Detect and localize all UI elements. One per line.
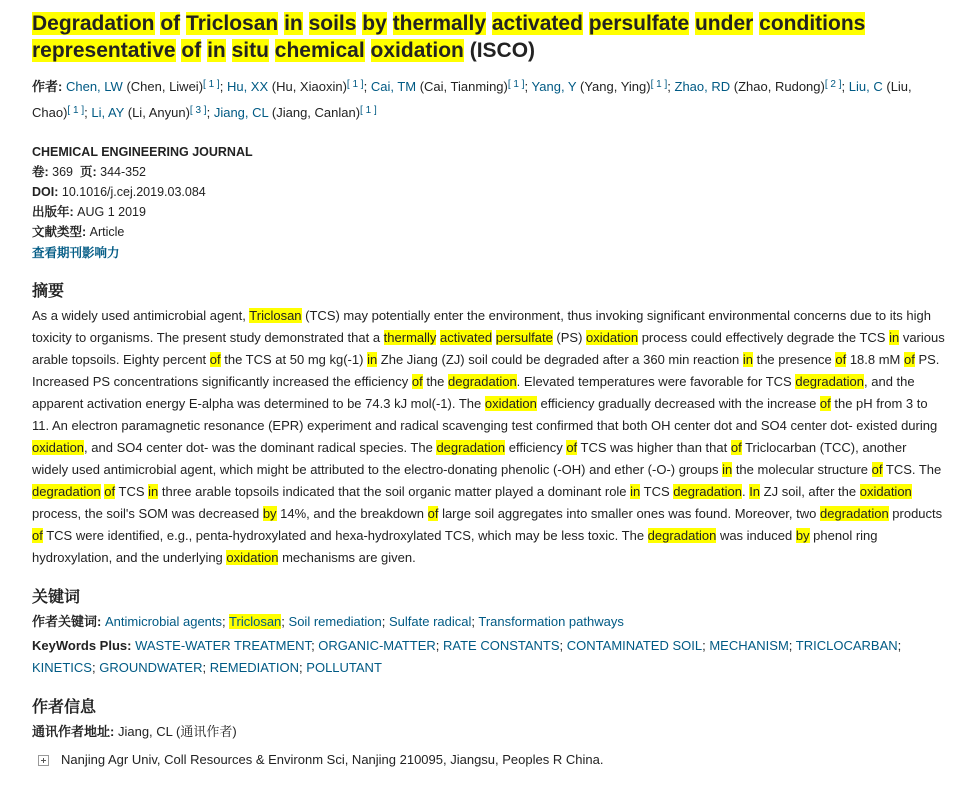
author-fullname: (Liu, Chao) xyxy=(32,79,912,120)
abstract-highlight: thermally xyxy=(383,330,437,345)
abstract-segment: process could effectively degrade the TCS xyxy=(638,330,890,345)
keyword-plus-link[interactable]: RATE CONSTANTS xyxy=(443,638,560,653)
author-fullname: (Cai, Tianming) xyxy=(419,79,508,94)
author-affil-ref[interactable]: [ 2 ] xyxy=(824,79,842,90)
title-word: soils xyxy=(308,12,357,35)
address-text: Nanjing Agr Univ, Coll Resources & Environm Sci, Nanjing 210095, Jiangsu, Peoples R China. xyxy=(61,752,604,767)
doi-value: 10.1016/j.cej.2019.03.084 xyxy=(61,185,206,199)
abstract-highlight: in xyxy=(367,352,378,367)
abstract-highlight: oxidation xyxy=(226,550,279,565)
author-link[interactable]: Jiang, CL xyxy=(213,105,269,120)
volume-value: 369 xyxy=(52,165,74,179)
abstract-highlight: degradation xyxy=(647,528,717,543)
abstract-segment: (TCS) may potentially enter the environment, thus invoking significant environmental concerns due to its high toxicity to organisms. The present study demonstrated that a xyxy=(32,308,931,345)
abstract-segment: . Elevated temperatures were favorable for TCS xyxy=(516,374,796,389)
abstract-highlight: degradation xyxy=(820,506,889,521)
abstract-segment: the TCS at 50 mg kg(-1) xyxy=(220,352,368,367)
abstract-highlight: of xyxy=(730,440,742,455)
keyword-link[interactable]: Antimicrobial agents xyxy=(104,614,223,629)
author-link[interactable]: Yang, Y xyxy=(531,79,577,94)
author-fullname: (Jiang, Canlan) xyxy=(271,105,361,120)
title-word: in xyxy=(207,39,226,62)
abstract-segment: the pH from 3 to 11. An electron paramagnetic resonance (EPR) experiment and radical scavenging test confirmed that both OH center dot and SO4 center dot- existed during xyxy=(32,396,938,433)
source-block xyxy=(32,142,946,263)
keyword-plus-link[interactable]: WASTE-WATER TREATMENT xyxy=(135,638,312,653)
authors-label: 作者: xyxy=(32,79,63,94)
abstract-highlight: of xyxy=(904,352,915,367)
keyword-link[interactable]: Transformation pathways xyxy=(478,614,624,629)
corresponding-author-row xyxy=(32,721,946,743)
title-word: Degradation xyxy=(32,12,155,35)
abstract-segment: efficiency gradually decreased with the increase xyxy=(536,396,820,411)
abstract-segment: As a widely used antimicrobial agent, xyxy=(32,308,250,323)
keyword-plus-link[interactable]: TRICLOCARBAN xyxy=(795,638,898,653)
abstract-highlight: of xyxy=(427,506,439,521)
abstract-segment: . xyxy=(741,484,750,499)
abstract-segment: phenol ring hydroxylation, and the underlying xyxy=(32,528,878,565)
keyword-link[interactable]: Triclosan xyxy=(229,614,282,629)
author-fullname: (Hu, Xiaoxin) xyxy=(271,79,347,94)
abstract-highlight: Triclosan xyxy=(249,308,302,323)
abstract-segment: the xyxy=(422,374,448,389)
abstract-segment: (PS) xyxy=(552,330,587,345)
abstract-text xyxy=(32,305,946,569)
corresponding-label: 通讯作者地址: xyxy=(32,724,115,739)
author-affil-ref[interactable]: [ 1 ] xyxy=(203,79,220,90)
abstract-segment: Zhe Jiang (ZJ) soil could be degraded after a 360 min reaction xyxy=(377,352,743,367)
abstract-highlight: in xyxy=(630,484,641,499)
expand-plus-icon[interactable] xyxy=(38,755,49,766)
volume-pages xyxy=(32,162,946,182)
keyword-plus-link[interactable]: REMEDIATION xyxy=(209,660,300,675)
abstract-segment: TCS xyxy=(640,484,674,499)
author-affil-ref[interactable]: [ 1 ] xyxy=(650,79,668,90)
abstract-highlight: of xyxy=(104,484,116,499)
abstract-highlight: degradation xyxy=(32,484,101,499)
author-keywords-label: 作者关键词: xyxy=(32,614,102,629)
abstract-segment: TCS was higher than that xyxy=(577,440,731,455)
author-affil-ref[interactable]: [ 1 ] xyxy=(67,105,85,116)
abstract-highlight: degradation xyxy=(673,484,742,499)
corresponding-value: Jiang, CL (通讯作者) xyxy=(117,724,237,739)
author-fullname: (Yang, Ying) xyxy=(580,79,651,94)
abstract-highlight: in xyxy=(722,462,733,477)
date-row xyxy=(32,202,946,222)
title-word: chemical xyxy=(274,39,365,62)
date-value: AUG 1 2019 xyxy=(77,205,146,219)
abstract-highlight: activated xyxy=(440,330,493,345)
title-word: in xyxy=(284,12,303,35)
abstract-segment: the presence xyxy=(752,352,836,367)
date-label: 出版年: xyxy=(32,205,74,219)
author-link[interactable]: Li, AY xyxy=(91,105,125,120)
abstract-highlight: of xyxy=(566,440,578,455)
abstract-highlight: oxidation xyxy=(586,330,639,345)
abstract-segment: various arable topsoils. Eighty percent xyxy=(32,330,945,367)
abstract-highlight: In xyxy=(749,484,761,499)
keyword-plus-link[interactable]: ORGANIC-MATTER xyxy=(318,638,436,653)
title-word: by xyxy=(362,12,387,35)
author-affil-ref[interactable]: [ 1 ] xyxy=(346,79,364,90)
journal-name: CHEMICAL ENGINEERING JOURNAL xyxy=(32,145,253,159)
title-word: situ xyxy=(231,39,269,62)
title-word: (ISCO) xyxy=(469,39,536,62)
abstract-highlight: in xyxy=(889,330,900,345)
author-link[interactable]: Cai, TM xyxy=(370,79,417,94)
author-link[interactable]: Hu, XX xyxy=(226,79,269,94)
abstract-segment: , and the apparent activation energy E-alpha was determined to be 74.3 kJ mol(-1). The xyxy=(32,374,915,411)
abstract-segment: , and SO4 center dot- was the dominant radical species. The xyxy=(84,440,437,455)
doi-row xyxy=(32,182,946,202)
address-row xyxy=(32,749,946,771)
abstract-segment: the molecular structure xyxy=(732,462,872,477)
keyword-plus-link[interactable]: MECHANISM xyxy=(709,638,789,653)
abstract-highlight: of xyxy=(835,352,847,367)
abstract-highlight: of xyxy=(411,374,423,389)
abstract-highlight: in xyxy=(742,352,753,367)
author-affil-ref[interactable]: [ 1 ] xyxy=(360,105,377,116)
abstract-highlight: oxidation xyxy=(484,396,537,411)
keywords-plus-label: KeyWords Plus: xyxy=(32,638,132,653)
pages-value: 344-352 xyxy=(100,165,146,179)
author-fullname: (Chen, Liwei) xyxy=(126,79,204,94)
author-link[interactable]: Liu, C xyxy=(848,79,883,94)
abstract-segment: ZJ soil, after the xyxy=(760,484,860,499)
title-word: under xyxy=(694,12,754,35)
title-word: conditions xyxy=(759,12,866,35)
abstract-highlight: oxidation xyxy=(859,484,912,499)
title-word: Triclosan xyxy=(186,12,279,35)
doi-label: DOI: xyxy=(32,185,59,199)
abstract-segment: three arable topsoils indicated that the soil organic matter played a dominant role xyxy=(158,484,631,499)
author-link[interactable]: Zhao, RD xyxy=(674,79,731,94)
title-word: of xyxy=(181,39,202,62)
doctype-label: 文献类型: xyxy=(32,225,87,239)
title-word: thermally xyxy=(392,12,487,35)
pages-label: 页: xyxy=(79,165,97,179)
doctype-value: Article xyxy=(89,225,125,239)
author-fullname: (Zhao, Rudong) xyxy=(733,79,825,94)
title-word: activated xyxy=(491,12,583,35)
author-info-heading: 作者信息 xyxy=(32,699,97,716)
abstract-highlight: persulfate xyxy=(495,330,553,345)
abstract-highlight: of xyxy=(209,352,221,367)
abstract-highlight: by xyxy=(795,528,810,543)
abstract-segment: 14%, and the breakdown xyxy=(276,506,428,521)
journal-impact-link[interactable]: 查看期刊影响力 xyxy=(32,246,120,260)
abstract-segment: process, the soil's SOM was decreased xyxy=(32,506,263,521)
abstract-segment: was induced xyxy=(716,528,796,543)
abstract-highlight: in xyxy=(148,484,159,499)
abstract-segment: large soil aggregates into smaller ones was found. Moreover, two xyxy=(438,506,820,521)
abstract-segment: Triclocarban (TCC), another widely used antimicrobial agent, which might be attributed to the electro-donating phenolic (-OH) and ether (-O-) groups xyxy=(32,440,907,477)
keyword-plus-link[interactable]: CONTAMINATED SOIL xyxy=(566,638,703,653)
volume-label: 卷: xyxy=(32,165,49,179)
abstract-segment: efficiency xyxy=(505,440,567,455)
keyword-plus-link[interactable]: KINETICS xyxy=(32,660,92,675)
abstract-highlight: by xyxy=(262,506,277,521)
keyword-link[interactable]: Sulfate radical xyxy=(388,614,472,629)
author-fullname: (Li, Anyun) xyxy=(127,105,190,120)
abstract-segment: 18.8 mM xyxy=(846,352,904,367)
abstract-segment: TCS. The xyxy=(882,462,942,477)
abstract-segment: TCS xyxy=(115,484,149,499)
abstract-highlight: degradation xyxy=(795,374,865,389)
title-word: oxidation xyxy=(370,39,464,62)
author-affil-ref[interactable]: [ 3 ] xyxy=(189,105,207,116)
keywords-plus-row: KeyWords Plus: WASTE-WATER TREATMENT; ORGANIC-MATTER; RATE CONSTANTS; CONTAMINATED SOIL; MECHANISM; TRICLOCARBAN; KINETICS; GROUNDWATER; REMEDIATION; POLLUTANT xyxy=(32,638,902,675)
author-keywords-row: 作者关键词: Antimicrobial agents; Triclosan; Soil remediation; Sulfate radical; Transformation pathways xyxy=(32,614,624,629)
abstract-highlight: of xyxy=(819,396,831,411)
doctype-row xyxy=(32,222,946,242)
abstract-heading: 摘要 xyxy=(32,283,65,300)
author-affil-ref[interactable]: [ 1 ] xyxy=(507,79,525,90)
abstract-highlight: oxidation xyxy=(32,440,85,455)
record-title xyxy=(32,10,946,64)
abstract-segment: products xyxy=(888,506,943,521)
title-word: of xyxy=(160,12,181,35)
title-word: representative xyxy=(32,39,176,62)
abstract-highlight: degradation xyxy=(448,374,517,389)
abstract-segment: TCS were identified, e.g., penta-hydroxylated and hexa-hydroxylated TCS, which may be less toxic. The xyxy=(42,528,648,543)
authors-list: 作者: Chen, LW (Chen, Liwei)[ 1 ]; Hu, XX (Hu, Xiaoxin)[ 1 ]; Cai, TM (Cai, Tianming)[ 1 ]; Yang, Y (Yang, Ying)[ 1 ]; Zhao, RD (Zhao, Rudong)[ 2 ]; Liu, C (Liu, Chao)[ 1 ]; Li, AY (Li, Anyun)[ 3 ]; Jiang, CL (Jiang, Canlan)[ 1 ] xyxy=(32,79,912,120)
author-link[interactable]: Chen, LW xyxy=(65,79,123,94)
abstract-highlight: degradation xyxy=(436,440,506,455)
abstract-segment: PS. Increased PS concentrations significantly increased the efficiency xyxy=(32,352,940,389)
keyword-link[interactable]: Soil remediation xyxy=(288,614,382,629)
keyword-plus-link[interactable]: POLLUTANT xyxy=(306,660,382,675)
title-word: persulfate xyxy=(588,12,690,35)
keyword-plus-link[interactable]: GROUNDWATER xyxy=(99,660,203,675)
abstract-segment: mechanisms are given. xyxy=(278,550,416,565)
abstract-highlight: of xyxy=(32,528,43,543)
abstract-highlight: of xyxy=(871,462,883,477)
keywords-heading: 关键词 xyxy=(32,589,81,606)
